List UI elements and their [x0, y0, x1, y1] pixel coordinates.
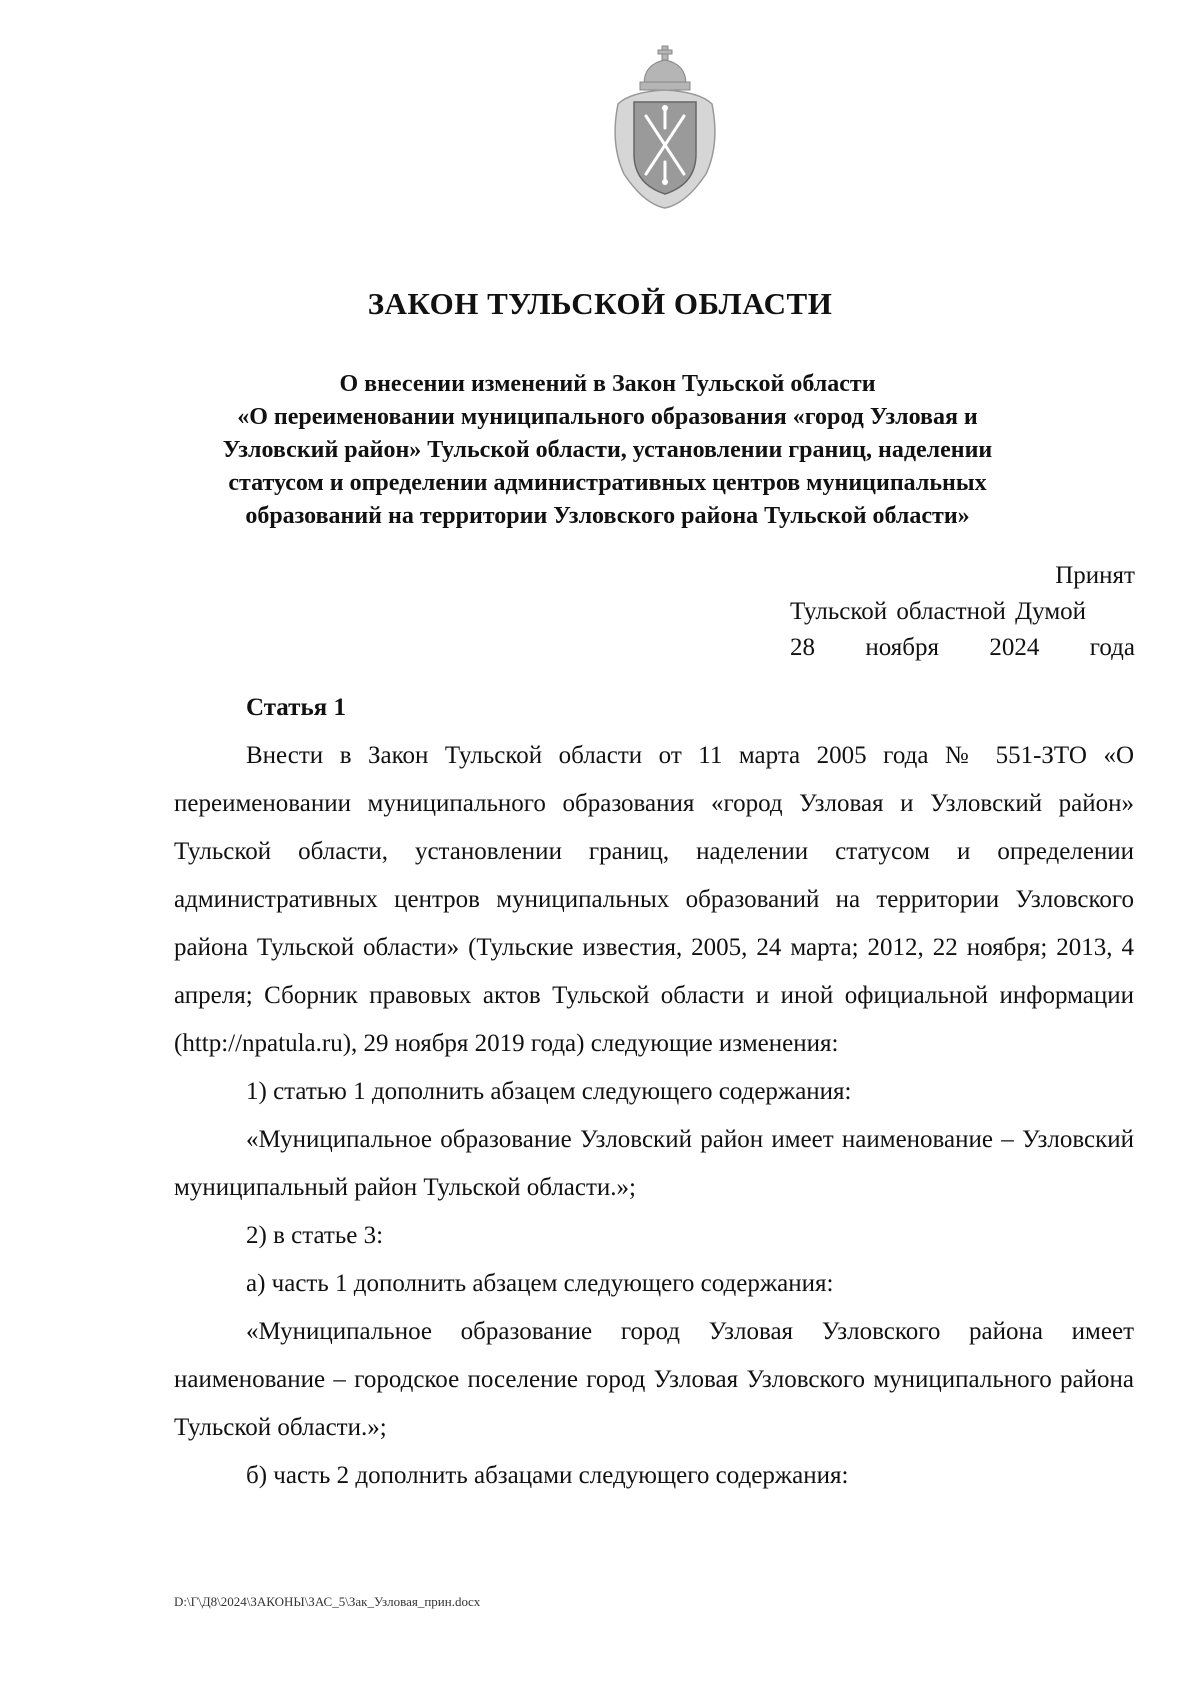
adopted-month: ноября	[865, 634, 939, 661]
law-subtitle	[180, 368, 1035, 533]
adopted-date	[790, 630, 1135, 666]
paragraph: 1) статью 1 дополнить абзацем следующего содержания:	[246, 1078, 852, 1105]
adopted-day: 28	[790, 634, 815, 661]
adopted-year: 2024	[989, 634, 1040, 661]
subtitle-line: статусом и определении административных центров муниципальных	[228, 470, 987, 496]
subtitle-line: образований на территории Узловского района Тульской области»	[245, 503, 970, 529]
adopted-year-word: года	[1089, 634, 1135, 661]
subtitle-line: «О переименовании муниципального образования «город Узловая и	[237, 404, 978, 430]
paragraph: Внести в Закон Тульской области от 11 марта 2005 года № 551-ЗТО «О переименовании муниципального образования «город Узловая и Узловский район» Тульской области, установлении границ, наделении статусом и определении административных центров муниципальных образований на территории Узловского района Тульской области» (Тульские известия, 2005, 24 марта; 2012, 22 ноября; 2013, 4 апреля; Сборник правовых актов Тульской области и иной официальной информации (http://npatula.ru), 29 ноября 2019 года) следующие изменения:	[174, 742, 1134, 1057]
paragraph: «Муниципальное образование Узловский район имеет наименование – Узловский муниципальный район Тульской области.»;	[174, 1126, 1134, 1201]
subtitle-line: О внесении изменений в Закон Тульской области	[339, 371, 876, 397]
article-body	[174, 732, 1134, 1500]
adopted-by: Тульской областной Думой	[790, 598, 1087, 625]
law-title: ЗАКОН ТУЛЬСКОЙ ОБЛАСТИ	[367, 286, 833, 321]
paragraph: «Муниципальное образование город Узловая Узловского района имеет наименование – городское поселение город Узловая Узловского муниципального района Тульской области.»;	[174, 1318, 1134, 1441]
adopted-label: Принят	[1055, 562, 1135, 589]
article-heading: Статья 1	[246, 694, 346, 721]
tula-coat-of-arms-icon	[604, 44, 726, 212]
subtitle-line: Узловский район» Тульской области, установлении границ, наделении	[222, 437, 993, 463]
paragraph: б) часть 2 дополнить абзацами следующего содержания:	[246, 1462, 849, 1489]
paragraph: 2) в статье 3:	[246, 1222, 384, 1249]
paragraph: а) часть 1 дополнить абзацем следующего содержания:	[246, 1270, 834, 1297]
adoption-block	[790, 558, 1135, 666]
file-path-footer: D:\Г\Д8\2024\ЗАКОНЫ\ЗАС_5\Зак_Узловая_прин.docx	[174, 1594, 481, 1609]
